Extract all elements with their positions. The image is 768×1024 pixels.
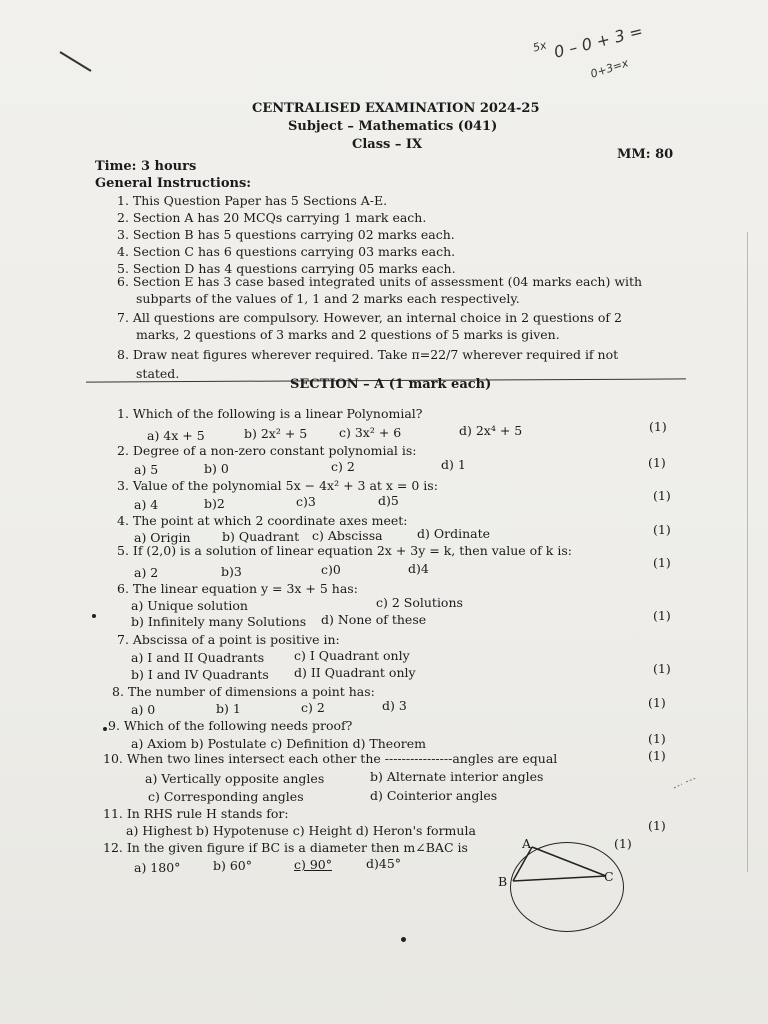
- handwritten-note-1: 5x: [531, 38, 548, 55]
- question-4: 4. The point at which 2 coordinate axes meet:: [117, 513, 408, 528]
- option: d)5: [378, 493, 399, 508]
- marks-label: (1): [653, 661, 671, 676]
- stray-ink-dot: [103, 727, 107, 731]
- option: b) Alternate interior angles: [370, 769, 544, 784]
- point-label-a: A: [522, 836, 532, 851]
- option: a) 2: [134, 565, 159, 580]
- stray-ink-dot: [92, 614, 96, 618]
- question-2: 2. Degree of a non-zero constant polynomial is:: [117, 443, 417, 458]
- option: d) 1: [441, 457, 466, 472]
- option: b) Infinitely many Solutions: [131, 614, 307, 629]
- option: b) I and IV Quadrants: [131, 667, 269, 682]
- question-8: 8. The number of dimensions a point has:: [112, 684, 375, 699]
- question-11: 11. In RHS rule H stands for:: [103, 806, 289, 821]
- option: d) Ordinate: [417, 526, 490, 541]
- option: b) 2x² + 5: [244, 426, 308, 441]
- option: c) 2: [331, 459, 355, 474]
- option: a) 5: [134, 462, 159, 477]
- option: a) 4: [134, 497, 159, 512]
- question-3: 3. Value of the polynomial 5x − 4x² + 3 at x = 0 is:: [117, 478, 438, 493]
- option: b) Quadrant: [222, 529, 300, 544]
- instruction-item: 8. Draw neat figures wherever required. Take π=22/7 wherever required if not: [117, 347, 619, 362]
- option: c)0: [321, 562, 341, 577]
- instructions-heading: General Instructions:: [95, 176, 252, 191]
- instruction-item: 4. Section C has 6 questions carrying 03 marks each.: [117, 244, 456, 259]
- option: c)3: [296, 494, 316, 509]
- instruction-item: 5. Section D has 4 questions carrying 05 marks each.: [117, 261, 456, 276]
- option: d) Cointerior angles: [370, 788, 498, 803]
- question-5: 5. If (2,0) is a solution of linear equation 2x + 3y = k, then value of k is:: [117, 543, 572, 558]
- instruction-item: stated.: [136, 366, 180, 381]
- option: d)4: [408, 561, 429, 576]
- handwritten-note-2: 0 – 0 + 3 =: [552, 21, 645, 62]
- max-marks: MM: 80: [617, 147, 674, 162]
- option: c) Abscissa: [312, 528, 383, 543]
- option: d)45°: [366, 856, 402, 871]
- marks-label: (1): [648, 731, 666, 746]
- option: a) I and II Quadrants: [131, 650, 265, 665]
- instruction-item: subparts of the values of 1, 1 and 2 marks each respectively.: [136, 291, 520, 306]
- option: c) 3x² + 6: [339, 425, 402, 440]
- option: c) 2 Solutions: [376, 595, 463, 610]
- handwritten-note-3: 0+3=x: [588, 56, 631, 81]
- option: b)2: [204, 496, 225, 511]
- option: d) II Quadrant only: [294, 665, 416, 680]
- time-allowed: Time: 3 hours: [95, 159, 197, 174]
- question-12: 12. In the given figure if BC is a diameter then m∠BAC is: [103, 840, 468, 855]
- instruction-item: 3. Section B has 5 questions carrying 02 marks each.: [117, 227, 455, 242]
- instruction-item: marks, 2 questions of 3 marks and 2 questions of 5 marks is given.: [136, 327, 560, 342]
- option-row: a) Axiom b) Postulate c) Definition d) Theorem: [131, 736, 426, 751]
- option: a) 0: [131, 702, 156, 717]
- marks-label: (1): [648, 748, 666, 763]
- question-1: 1. Which of the following is a linear Polynomial?: [117, 406, 423, 421]
- instruction-item: 2. Section A has 20 MCQs carrying 1 mark each.: [117, 210, 427, 225]
- option: a) 180°: [134, 860, 181, 875]
- subject-line: Subject – Mathematics (041): [288, 119, 498, 134]
- point-label-b: B: [498, 874, 508, 889]
- question-10: 10. When two lines intersect each other the ----------------angles are equal: [103, 751, 558, 766]
- option: d) 2x⁴ + 5: [459, 423, 523, 438]
- section-a-heading: SECTION – A (1 mark each): [290, 377, 492, 392]
- marks-label: (1): [653, 488, 671, 503]
- option: c) 2: [301, 700, 325, 715]
- option: c) I Quadrant only: [294, 648, 410, 663]
- option: b)3: [221, 564, 242, 579]
- option: d) 3: [382, 698, 407, 713]
- question-6: 6. The linear equation y = 3x + 5 has:: [117, 581, 358, 596]
- pen-stroke-mark: [58, 48, 94, 74]
- class-line: Class – IX: [352, 137, 423, 152]
- option-underlined: c) 90°: [294, 857, 333, 872]
- marks-label: (1): [648, 455, 666, 470]
- option: d) None of these: [321, 612, 427, 627]
- option: b) 0: [204, 461, 229, 476]
- question-7: 7. Abscissa of a point is positive in:: [117, 632, 340, 647]
- marks-label: (1): [653, 522, 671, 537]
- option: a) Origin: [134, 530, 191, 545]
- option: a) Unique solution: [131, 598, 248, 613]
- marks-label: (1): [653, 608, 671, 623]
- instruction-item: 1. This Question Paper has 5 Sections A-E.: [117, 193, 388, 208]
- point-label-c: C: [604, 869, 614, 884]
- marks-label: (1): [653, 555, 671, 570]
- option: b) 60°: [213, 858, 253, 873]
- option-row: a) Highest b) Hypotenuse c) Height d) Heron's formula: [126, 823, 476, 838]
- option: b) 1: [216, 701, 241, 716]
- question-9: 9. Which of the following needs proof?: [108, 718, 353, 733]
- instruction-item: 6. Section E has 3 case based integrated units of assessment (04 marks each) with: [117, 274, 643, 289]
- marks-label: (1): [614, 836, 632, 851]
- marks-label: (1): [648, 818, 666, 833]
- stray-ink-dot: [401, 937, 406, 942]
- page-edge-line: [747, 232, 748, 872]
- option: a) Vertically opposite angles: [145, 771, 325, 786]
- option: a) 4x + 5: [147, 428, 205, 443]
- exam-title: CENTRALISED EXAMINATION 2024-25: [252, 101, 540, 116]
- marks-label: (1): [649, 419, 667, 434]
- instruction-item: 7. All questions are compulsory. However, an internal choice in 2 questions of 2: [117, 310, 622, 325]
- option: c) Corresponding angles: [148, 789, 304, 804]
- stray-pencil-mark: [672, 776, 700, 792]
- marks-label: (1): [648, 695, 666, 710]
